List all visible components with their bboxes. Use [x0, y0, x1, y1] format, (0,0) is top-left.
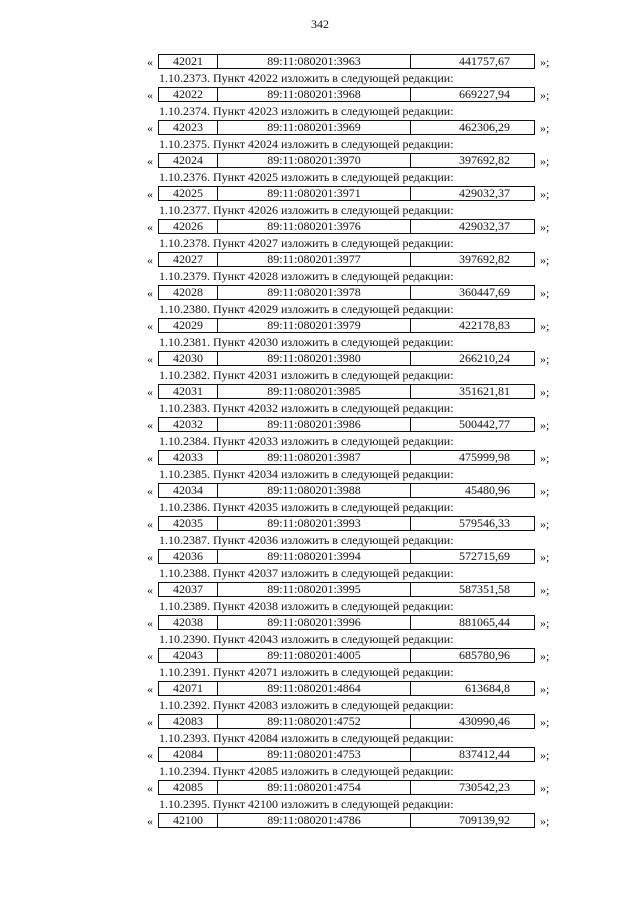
item-number: 1.10.2383.	[159, 401, 210, 415]
record-table	[158, 186, 535, 201]
document-content	[147, 54, 567, 829]
cadastral-number: 89:11:080201:3979	[218, 319, 411, 332]
close-quote: »;	[540, 814, 550, 828]
cadastral-number: 89:11:080201:4753	[218, 748, 411, 761]
amendment-instruction	[147, 730, 567, 747]
amendment-instruction	[147, 334, 567, 351]
record-table	[158, 219, 535, 234]
close-quote: »;	[540, 352, 550, 366]
open-quote: «	[147, 484, 153, 498]
close-quote: »;	[540, 583, 550, 597]
table-row	[147, 219, 567, 235]
instruction-text: Пункт 42085 изложить в следующей редакции:	[213, 764, 454, 778]
close-quote: »;	[540, 484, 550, 498]
cadastral-number: 89:11:080201:4752	[218, 715, 411, 728]
close-quote: »;	[540, 550, 550, 564]
close-quote: »;	[540, 451, 550, 465]
instruction-text: Пункт 42025 изложить в следующей редакции:	[213, 170, 454, 184]
instruction-text: Пункт 42084 изложить в следующей редакции:	[213, 731, 454, 745]
cadastral-number: 89:11:080201:3987	[218, 451, 411, 464]
cadastral-value: 351621,81	[459, 384, 510, 398]
open-quote: «	[147, 517, 153, 531]
record-id: 42038	[159, 616, 218, 629]
table-row	[147, 450, 567, 466]
record-id: 42084	[159, 748, 218, 761]
cadastral-value: 500442,77	[459, 417, 510, 431]
record-id: 42023	[159, 121, 218, 134]
instruction-text: Пункт 42022 изложить в следующей редакции:	[213, 71, 454, 85]
amendment-instruction	[147, 136, 567, 153]
amendment-instruction	[147, 499, 567, 516]
cadastral-number: 89:11:080201:3977	[218, 253, 411, 266]
instruction-text: Пункт 42028 изложить в следующей редакции:	[213, 269, 454, 283]
open-quote: «	[147, 814, 153, 828]
item-number: 1.10.2391.	[159, 665, 210, 679]
record-id: 42024	[159, 154, 218, 167]
record-id: 42043	[159, 649, 218, 662]
instruction-text: Пункт 42037 изложить в следующей редакции:	[213, 566, 454, 580]
cadastral-value: 613684,8	[465, 681, 510, 695]
record-id: 42083	[159, 715, 218, 728]
amendment-instruction	[147, 70, 567, 87]
item-number: 1.10.2385.	[159, 467, 210, 481]
instruction-text: Пункт 42031 изложить в следующей редакции:	[213, 368, 454, 382]
cadastral-number: 89:11:080201:3986	[218, 418, 411, 431]
cadastral-value: 45480,96	[465, 483, 510, 497]
close-quote: »;	[540, 715, 550, 729]
open-quote: «	[147, 748, 153, 762]
cadastral-number: 89:11:080201:3970	[218, 154, 411, 167]
item-number: 1.10.2392.	[159, 698, 210, 712]
open-quote: «	[147, 220, 153, 234]
open-quote: «	[147, 352, 153, 366]
table-row	[147, 549, 567, 565]
record-id: 42033	[159, 451, 218, 464]
record-id: 42071	[159, 682, 218, 695]
cadastral-value: 837412,44	[459, 747, 510, 761]
close-quote: »;	[540, 517, 550, 531]
cadastral-value: 475999,98	[459, 450, 510, 464]
close-quote: »;	[540, 385, 550, 399]
table-row	[147, 252, 567, 268]
cadastral-value: 462306,29	[459, 120, 510, 134]
table-row	[147, 417, 567, 433]
page-number: 342	[311, 17, 329, 31]
table-row	[147, 747, 567, 763]
cadastral-number: 89:11:080201:3969	[218, 121, 411, 134]
amendment-instruction	[147, 664, 567, 681]
table-row	[147, 186, 567, 202]
table-row	[147, 54, 567, 70]
item-number: 1.10.2378.	[159, 236, 210, 250]
item-number: 1.10.2388.	[159, 566, 210, 580]
item-number: 1.10.2380.	[159, 302, 210, 316]
open-quote: «	[147, 451, 153, 465]
item-number: 1.10.2394.	[159, 764, 210, 778]
record-table	[158, 252, 535, 267]
instruction-text: Пункт 42032 изложить в следующей редакции:	[213, 401, 454, 415]
instruction-text: Пункт 42038 изложить в следующей редакции:	[213, 599, 454, 613]
open-quote: «	[147, 385, 153, 399]
record-table	[158, 681, 535, 696]
item-number: 1.10.2387.	[159, 533, 210, 547]
open-quote: «	[147, 550, 153, 564]
table-row	[147, 516, 567, 532]
record-table	[158, 516, 535, 531]
amendment-instruction	[147, 103, 567, 120]
record-id: 42034	[159, 484, 218, 497]
cadastral-value: 730542,23	[459, 780, 510, 794]
record-id: 42030	[159, 352, 218, 365]
record-table	[158, 747, 535, 762]
cadastral-value: 685780,96	[459, 648, 510, 662]
instruction-text: Пункт 42036 изложить в следующей редакции:	[213, 533, 454, 547]
close-quote: »;	[540, 319, 550, 333]
amendment-instruction	[147, 466, 567, 483]
amendment-instruction	[147, 796, 567, 813]
table-row	[147, 648, 567, 664]
amendment-instruction	[147, 400, 567, 417]
cadastral-value: 579546,33	[459, 516, 510, 530]
record-table	[158, 54, 535, 69]
record-id: 42036	[159, 550, 218, 563]
instruction-text: Пункт 42024 изложить в следующей редакции:	[213, 137, 454, 151]
open-quote: «	[147, 88, 153, 102]
cadastral-value: 397692,82	[459, 252, 510, 266]
record-id: 42037	[159, 583, 218, 596]
open-quote: «	[147, 682, 153, 696]
open-quote: «	[147, 649, 153, 663]
record-table	[158, 483, 535, 498]
item-number: 1.10.2373.	[159, 71, 210, 85]
open-quote: «	[147, 781, 153, 795]
amendment-list	[147, 70, 567, 829]
cadastral-number: 89:11:080201:3993	[218, 517, 411, 530]
record-table	[158, 417, 535, 432]
cadastral-value: 669227,94	[459, 87, 510, 101]
cadastral-value: 266210,24	[459, 351, 510, 365]
record-table	[158, 120, 535, 135]
instruction-text: Пункт 42083 изложить в следующей редакции:	[213, 698, 454, 712]
record-id: 42035	[159, 517, 218, 530]
cadastral-number: 89:11:080201:3995	[218, 583, 411, 596]
item-number: 1.10.2395.	[159, 797, 210, 811]
record-table	[158, 582, 535, 597]
record-table	[158, 780, 535, 795]
cadastral-value: 429032,37	[459, 219, 510, 233]
record-id: 42022	[159, 88, 218, 101]
instruction-text: Пункт 42033 изложить в следующей редакции:	[213, 434, 454, 448]
amendment-instruction	[147, 433, 567, 450]
record-id: 42100	[159, 814, 218, 827]
cadastral-value: 587351,58	[459, 582, 510, 596]
amendment-instruction	[147, 268, 567, 285]
close-quote: »;	[540, 781, 550, 795]
cadastral-number: 89:11:080201:3963	[218, 55, 411, 68]
item-number: 1.10.2374.	[159, 104, 210, 118]
table-row	[147, 813, 567, 829]
cadastral-number: 89:11:080201:3994	[218, 550, 411, 563]
cadastral-value: 441757,67	[459, 54, 510, 68]
instruction-text: Пункт 42030 изложить в следующей редакции:	[213, 335, 454, 349]
cadastral-value: 881065,44	[459, 615, 510, 629]
table-row	[147, 483, 567, 499]
amendment-instruction	[147, 697, 567, 714]
cadastral-value: 360447,69	[459, 285, 510, 299]
amendment-instruction	[147, 532, 567, 549]
cadastral-number: 89:11:080201:3996	[218, 616, 411, 629]
item-number: 1.10.2377.	[159, 203, 210, 217]
close-quote: »;	[540, 616, 550, 630]
close-quote: »;	[540, 418, 550, 432]
record-id: 42027	[159, 253, 218, 266]
close-quote: »;	[540, 682, 550, 696]
record-table	[158, 87, 535, 102]
table-row	[147, 384, 567, 400]
table-row	[147, 120, 567, 136]
instruction-text: Пункт 42035 изложить в следующей редакции:	[213, 500, 454, 514]
instruction-text: Пункт 42023 изложить в следующей редакции:	[213, 104, 454, 118]
cadastral-number: 89:11:080201:3971	[218, 187, 411, 200]
table-row	[147, 87, 567, 103]
close-quote: »;	[540, 88, 550, 102]
item-number: 1.10.2393.	[159, 731, 210, 745]
item-number: 1.10.2376.	[159, 170, 210, 184]
amendment-instruction	[147, 235, 567, 252]
record-table	[158, 351, 535, 366]
instruction-text: Пункт 42071 изложить в следующей редакции:	[213, 665, 454, 679]
cadastral-value: 397692,82	[459, 153, 510, 167]
open-quote: «	[147, 253, 153, 267]
record-table	[158, 615, 535, 630]
open-quote: «	[147, 616, 153, 630]
item-number: 1.10.2390.	[159, 632, 210, 646]
instruction-text: Пункт 42100 изложить в следующей редакции:	[213, 797, 454, 811]
table-row	[147, 714, 567, 730]
open-quote: «	[147, 715, 153, 729]
table-row	[147, 582, 567, 598]
record-table	[158, 648, 535, 663]
item-number: 1.10.2381.	[159, 335, 210, 349]
item-number: 1.10.2386.	[159, 500, 210, 514]
close-quote: »;	[540, 55, 550, 69]
item-number: 1.10.2375.	[159, 137, 210, 151]
amendment-instruction	[147, 565, 567, 582]
open-quote: «	[147, 187, 153, 201]
close-quote: »;	[540, 253, 550, 267]
close-quote: »;	[540, 748, 550, 762]
table-row	[147, 153, 567, 169]
instruction-text: Пункт 42027 изложить в следующей редакции:	[213, 236, 454, 250]
open-quote: «	[147, 154, 153, 168]
instruction-text: Пункт 42029 изложить в следующей редакции:	[213, 302, 454, 316]
table-row	[147, 780, 567, 796]
close-quote: »;	[540, 187, 550, 201]
record-id: 42025	[159, 187, 218, 200]
record-table	[158, 285, 535, 300]
cadastral-number: 89:11:080201:4864	[218, 682, 411, 695]
table-row	[147, 615, 567, 631]
close-quote: »;	[540, 121, 550, 135]
item-number: 1.10.2384.	[159, 434, 210, 448]
open-quote: «	[147, 319, 153, 333]
record-table	[158, 549, 535, 564]
item-number: 1.10.2382.	[159, 368, 210, 382]
cadastral-value: 430990,46	[459, 714, 510, 728]
record-table	[158, 813, 535, 828]
record-table	[158, 384, 535, 399]
record-id: 42028	[159, 286, 218, 299]
record-table	[158, 153, 535, 168]
cadastral-number: 89:11:080201:3988	[218, 484, 411, 497]
record-id: 42085	[159, 781, 218, 794]
amendment-instruction	[147, 202, 567, 219]
table-row	[147, 285, 567, 301]
amendment-instruction	[147, 763, 567, 780]
instruction-text: Пункт 42034 изложить в следующей редакции:	[213, 467, 454, 481]
record-id: 42029	[159, 319, 218, 332]
table-row	[147, 681, 567, 697]
amendment-instruction	[147, 631, 567, 648]
cadastral-number: 89:11:080201:3978	[218, 286, 411, 299]
item-number: 1.10.2389.	[159, 599, 210, 613]
close-quote: »;	[540, 649, 550, 663]
cadastral-value: 422178,83	[459, 318, 510, 332]
cadastral-number: 89:11:080201:4786	[218, 814, 411, 827]
open-quote: «	[147, 55, 153, 69]
close-quote: »;	[540, 286, 550, 300]
cadastral-value: 429032,37	[459, 186, 510, 200]
open-quote: «	[147, 286, 153, 300]
instruction-text: Пункт 42043 изложить в следующей редакции:	[213, 632, 454, 646]
record-id: 42031	[159, 385, 218, 398]
cadastral-number: 89:11:080201:3968	[218, 88, 411, 101]
instruction-text: Пункт 42026 изложить в следующей редакции:	[213, 203, 454, 217]
cadastral-number: 89:11:080201:3976	[218, 220, 411, 233]
item-number: 1.10.2379.	[159, 269, 210, 283]
record-table	[158, 450, 535, 465]
table-row	[147, 318, 567, 334]
cadastral-number: 89:11:080201:3985	[218, 385, 411, 398]
table-row	[147, 351, 567, 367]
cadastral-number: 89:11:080201:3980	[218, 352, 411, 365]
amendment-instruction	[147, 598, 567, 615]
record-id: 42021	[159, 55, 218, 68]
open-quote: «	[147, 121, 153, 135]
record-id: 42026	[159, 220, 218, 233]
amendment-instruction	[147, 169, 567, 186]
amendment-instruction	[147, 367, 567, 384]
open-quote: «	[147, 418, 153, 432]
cadastral-number: 89:11:080201:4754	[218, 781, 411, 794]
record-table	[158, 318, 535, 333]
record-id: 42032	[159, 418, 218, 431]
cadastral-number: 89:11:080201:4005	[218, 649, 411, 662]
record-table	[158, 714, 535, 729]
open-quote: «	[147, 583, 153, 597]
cadastral-value: 709139,92	[459, 813, 510, 827]
close-quote: »;	[540, 154, 550, 168]
amendment-instruction	[147, 301, 567, 318]
cadastral-value: 572715,69	[459, 549, 510, 563]
close-quote: »;	[540, 220, 550, 234]
